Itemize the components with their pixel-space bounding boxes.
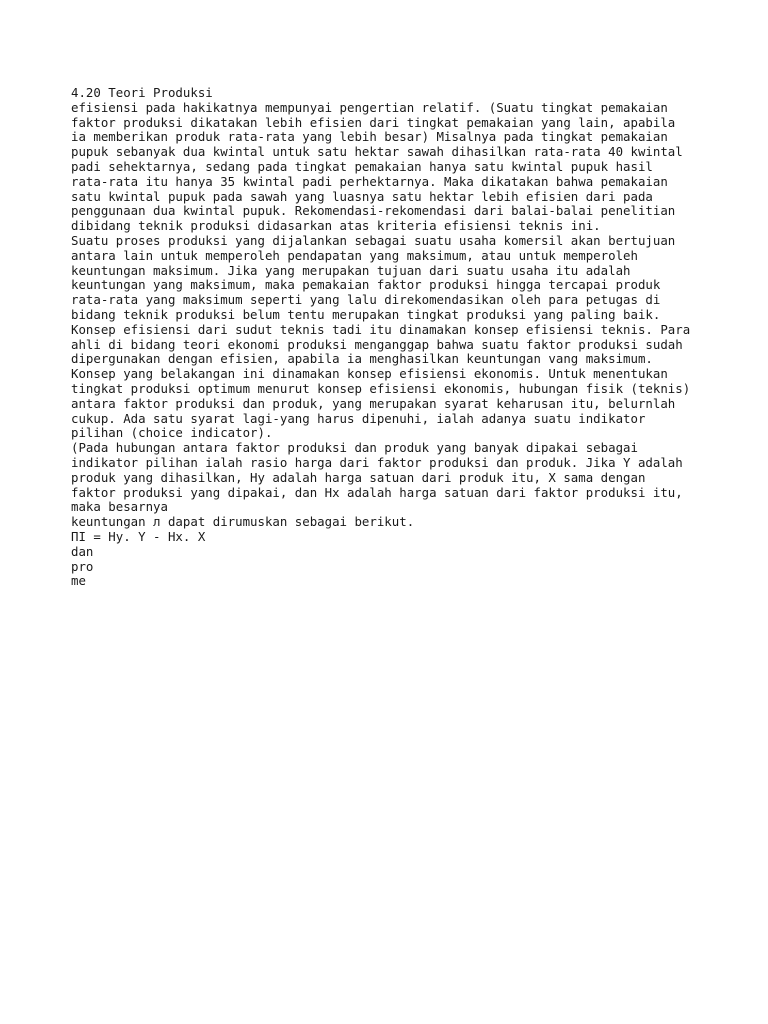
text-line: rata-rata itu hanya 35 kwintal padi perhektarnya. Maka dikatakan bahwa pemakaian [71,173,668,189]
text-line: keuntungan л dapat dirumuskan sebagai berikut. [71,514,415,530]
text-line: antara faktor produksi dan produk, yang merupakan syarat keharusan itu, belurnlah [71,395,676,411]
text-line: efisiensi pada hakikatnya mempunyai pengertian relatif. (Suatu tingkat pemakaian [71,99,668,115]
document-page [71,86,751,589]
text-line: keuntungan maksimum. Jika yang merupakan tujuan dari suatu usaha itu adalah [71,262,631,278]
text-line: rata-rata yang maksimum seperti yang lalu direkomendasikan oleh para petugas di [71,292,661,308]
text-line: pupuk sebanyak dua kwintal untuk satu hektar sawah dihasilkan rata-rata 40 kwintal [71,144,683,160]
text-line: padi sehektarnya, sedang pada tingkat pemakaian hanya satu kwintal pupuk hasil [71,158,653,174]
text-line: ia memberikan produk rata-rata yang lebih besar) Misalnya pada tingkat pemakaian [71,129,668,145]
text-line: dibidang teknik produksi didasarkan atas kriteria efisiensi teknis ini. [71,218,601,234]
section-heading: 4.20 Teori Produksi [71,85,213,100]
text-line: maka besarnya [71,499,168,515]
text-line: faktor produksi yang dipakai, dan Hx adalah harga satuan dari faktor produksi itu, [71,484,683,500]
text-line: produk yang dihasilkan, Hy adalah harga satuan dari produk itu, X sama dengan [71,469,646,485]
text-line: satu kwintal pupuk pada sawah yang luasnya satu hektar lebih efisien dari pada [71,188,653,204]
text-line: faktor produksi dikatakan lebih efisien dari tingkat pemakaian yang lain, apabila [71,114,676,130]
text-line: (Pada hubungan antara faktor produksi dan produk yang banyak dipakai sebagai [71,440,638,456]
text-line: penggunaan dua kwintal pupuk. Rekomendasi-rekomendasi dari balai-balai penelitian [71,203,676,219]
text-line: indikator pilihan ialah rasio harga dari faktor produksi dan produk. Jika Y adalah [71,454,683,470]
text-line: bidang teknik produksi belum tentu merupakan tingkat produksi yang paling baik. [71,306,661,322]
text-line: cukup. Ada satu syarat lagi-yang harus dipenuhi, ialah adanya suatu indikator [71,410,646,426]
text-line: Konsep yang belakangan ini dinamakan konsep efisiensi ekonomis. Untuk menentukan [71,366,668,382]
text-line: pro [71,558,94,574]
text-line: Konsep efisiensi dari sudut teknis tadi itu dinamakan konsep efisiensi teknis. Para [71,321,691,337]
formula-line: ΠI = Hy. Y - Hx. X [71,528,206,544]
text-line: Suatu proses produksi yang dijalankan sebagai suatu usaha komersil akan bertujuan [71,232,676,248]
text-line: dipergunakan dengan efisien, apabila ia menghasilkan keuntungan vang maksimum. [71,351,653,367]
text-line: dan [71,543,94,559]
text-line: pilihan (choice indicator). [71,425,273,441]
text-line: tingkat produksi optimum menurut konsep efisiensi ekonomis, hubungan fisik (teknis) [71,380,691,396]
text-line: keuntungan yang maksimum, maka pemakaian faktor produksi hingga tercapai produk [71,277,661,293]
text-line: ahli di bidang teori ekonomi produksi menganggap bahwa suatu faktor produksi sudah [71,336,683,352]
text-line: antara lain untuk memperoleh pendapatan yang maksimum, atau untuk memperoleh [71,247,638,263]
text-line: me [71,573,86,589]
